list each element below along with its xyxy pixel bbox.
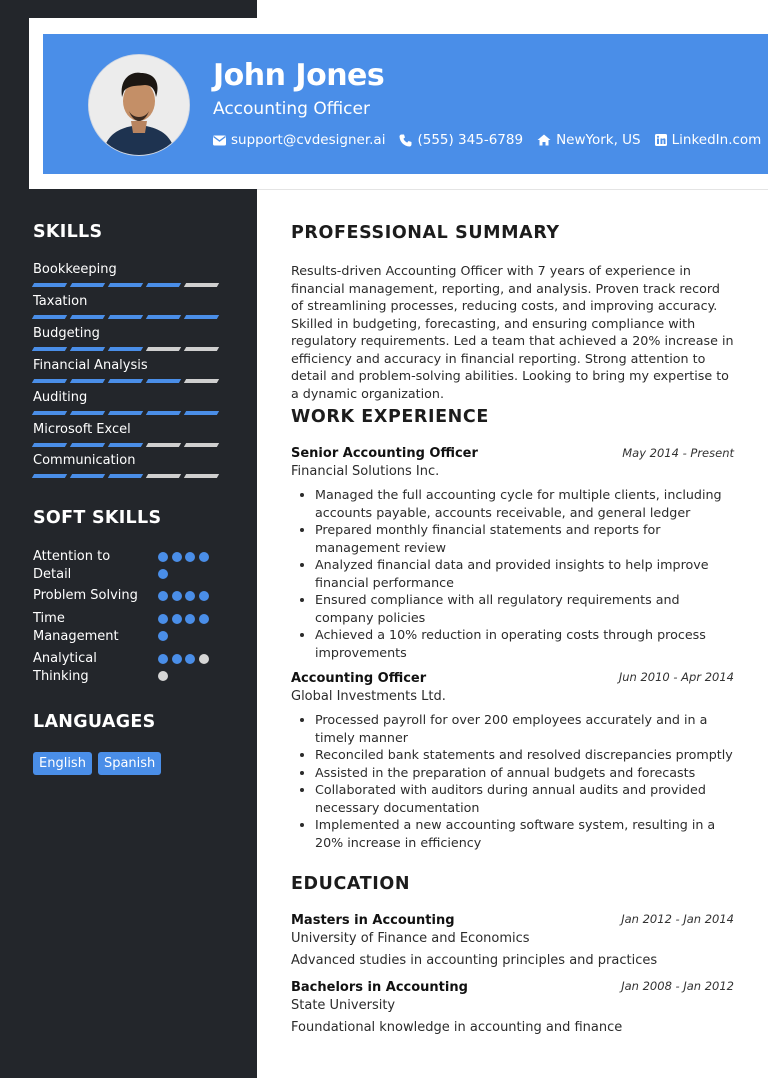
rating-dot-filled	[158, 654, 168, 664]
job-bullets	[291, 486, 736, 661]
rating-dot-filled	[185, 614, 195, 624]
skill-segment-filled	[184, 411, 219, 415]
candidate-name: John Jones	[213, 58, 385, 93]
soft-skill-name: Problem Solving	[33, 588, 138, 603]
job-title: Accounting Officer	[291, 671, 427, 686]
languages-heading: LANGUAGES	[33, 712, 156, 732]
linkedin-icon	[655, 134, 667, 146]
skill-segment-filled	[146, 283, 181, 287]
soft-skill-name: Analytical Thinking	[33, 651, 97, 684]
skill-segment-empty	[146, 443, 181, 447]
summary-text: Results-driven Accounting Officer with 7 years of experience in financial management, reporting, and analysis. Proven track record of streamlining processes, reducing costs, and improving accuracy. Skilled in budgeting, forecasting, and ensuring compliance with regulatory requirements. Led a team that achieved a 20% increase in efficiency and accuracy in financial reporting. Strong attention to detail and problem-solving abilities. Looking to bring my expertise to a dynamic organization.	[291, 263, 734, 401]
skill-segment-filled	[32, 283, 67, 287]
avatar	[88, 54, 190, 156]
contact-location-text: NewYork, US	[556, 132, 641, 148]
skill-segment-filled	[108, 379, 143, 383]
skill-segment-empty	[184, 379, 219, 383]
envelope-icon	[213, 135, 226, 146]
degree-title: Masters in Accounting	[291, 913, 455, 928]
skills-heading: SKILLS	[33, 222, 103, 242]
skill-segment-filled	[70, 474, 105, 478]
education-heading: EDUCATION	[291, 874, 411, 894]
skill-name: Budgeting	[33, 326, 100, 341]
skill-segment-filled	[70, 411, 105, 415]
skill-segment-filled	[32, 315, 67, 319]
contact-linkedin-text: LinkedIn.com	[671, 132, 762, 148]
degree-date: Jan 2008 - Jan 2012	[621, 979, 734, 993]
skill-level-bar	[33, 283, 223, 287]
job-bullet: • Prepared monthly financial statements and reports for management review	[315, 521, 736, 556]
degree-description: Foundational knowledge in accounting and finance	[291, 1020, 623, 1035]
rating-dot-filled	[158, 569, 168, 579]
contact-linkedin[interactable]	[655, 132, 762, 148]
job-bullet: • Managed the full accounting cycle for multiple clients, including accounts payable, accounts receivable, and general ledger	[315, 486, 736, 521]
skill-item	[33, 262, 223, 287]
skill-name: Auditing	[33, 390, 88, 405]
rating-dot-filled	[172, 552, 182, 562]
skill-segment-filled	[184, 315, 219, 319]
skill-segment-filled	[70, 443, 105, 447]
skill-segment-filled	[146, 315, 181, 319]
skill-segment-filled	[108, 411, 143, 415]
soft-skill-name: Attention to Detail	[33, 549, 111, 582]
home-icon	[537, 134, 551, 146]
job-bullet: • Collaborated with auditors during annual audits and provided necessary documentation	[315, 781, 736, 816]
rating-dot-filled	[172, 654, 182, 664]
language-tag: English	[33, 752, 92, 775]
rating-dot-filled	[199, 591, 209, 601]
skill-name: Communication	[33, 453, 136, 468]
rating-dot-filled	[185, 591, 195, 601]
skill-level-bar	[33, 315, 223, 319]
skill-segment-filled	[32, 347, 67, 351]
skill-segment-filled	[70, 315, 105, 319]
job-date: May 2014 - Present	[622, 446, 734, 460]
soft-skill-name: Time Management	[33, 611, 119, 644]
school-name: State University	[291, 998, 396, 1013]
job-bullet: • Assisted in the preparation of annual budgets and forecasts	[315, 764, 736, 782]
school-name: University of Finance and Economics	[291, 931, 530, 946]
skill-segment-empty	[184, 347, 219, 351]
job-title: Senior Accounting Officer	[291, 446, 478, 461]
contact-email[interactable]	[213, 132, 385, 148]
job-bullet: • Ensured compliance with all regulatory requirements and company policies	[315, 591, 736, 626]
soft-skills-heading: SOFT SKILLS	[33, 508, 162, 528]
rating-dot-filled	[172, 614, 182, 624]
languages-list	[33, 752, 167, 775]
degree-title: Bachelors in Accounting	[291, 980, 468, 995]
job-bullet: • Implemented a new accounting software system, resulting in a 20% increase in efficiency	[315, 816, 736, 851]
skill-segment-filled	[70, 379, 105, 383]
rating-dot-filled	[172, 591, 182, 601]
skill-level-bar	[33, 347, 223, 351]
skill-segment-filled	[146, 411, 181, 415]
rating-dot-filled	[158, 614, 168, 624]
skill-item	[33, 453, 223, 478]
contact-phone-text: (555) 345-6789	[417, 132, 524, 148]
soft-skill-rating	[158, 552, 212, 579]
skill-level-bar	[33, 411, 223, 415]
job-date: Jun 2010 - Apr 2014	[618, 670, 734, 684]
skill-name: Bookkeeping	[33, 262, 117, 277]
skill-segment-filled	[108, 474, 143, 478]
skill-segment-filled	[108, 283, 143, 287]
rating-dot-filled	[158, 631, 168, 641]
rating-dot-filled	[158, 591, 168, 601]
skill-segment-filled	[108, 315, 143, 319]
skill-segment-empty	[146, 347, 181, 351]
rating-dot-empty	[199, 654, 209, 664]
job-bullet: • Reconciled bank statements and resolved discrepancies promptly	[315, 746, 736, 764]
contact-phone[interactable]	[399, 132, 523, 148]
job-bullet: • Analyzed financial data and provided insights to help improve financial performance	[315, 556, 736, 591]
skill-segment-filled	[108, 443, 143, 447]
skill-level-bar	[33, 379, 223, 383]
contact-location	[537, 132, 641, 148]
experience-heading: WORK EXPERIENCE	[291, 407, 489, 427]
rating-dot-filled	[199, 552, 209, 562]
skill-segment-empty	[184, 474, 219, 478]
skill-item	[33, 294, 223, 319]
skill-segment-empty	[184, 283, 219, 287]
job-company: Financial Solutions Inc.	[291, 464, 440, 479]
degree-date: Jan 2012 - Jan 2014	[621, 912, 734, 926]
language-tag: Spanish	[98, 752, 161, 775]
degree-description: Advanced studies in accounting principles and practices	[291, 953, 658, 968]
soft-skill-rating	[158, 654, 212, 681]
job-bullet: • Processed payroll for over 200 employees accurately and in a timely manner	[315, 711, 736, 746]
job-company: Global Investments Ltd.	[291, 689, 446, 704]
contact-email-text: support@cvdesigner.ai	[231, 132, 386, 148]
contact-info	[213, 131, 768, 149]
rating-dot-filled	[185, 552, 195, 562]
skill-segment-filled	[108, 347, 143, 351]
skill-item	[33, 358, 223, 383]
rating-dot-filled	[158, 552, 168, 562]
rating-dot-filled	[185, 654, 195, 664]
summary-heading: PROFESSIONAL SUMMARY	[291, 223, 560, 243]
skill-name: Microsoft Excel	[33, 422, 131, 437]
job-bullets	[291, 711, 736, 851]
skill-name: Taxation	[33, 294, 88, 309]
job-bullet: • Achieved a 10% reduction in operating costs through process improvements	[315, 626, 736, 661]
phone-icon	[399, 134, 412, 147]
candidate-role: Accounting Officer	[213, 99, 370, 119]
skill-segment-filled	[70, 347, 105, 351]
skill-segment-filled	[70, 283, 105, 287]
rating-dot-filled	[199, 614, 209, 624]
rating-dot-empty	[158, 671, 168, 681]
skill-segment-filled	[32, 443, 67, 447]
skill-item	[33, 422, 223, 447]
skill-item	[33, 390, 223, 415]
skill-segment-empty	[184, 443, 219, 447]
skill-segment-filled	[32, 379, 67, 383]
skill-level-bar	[33, 443, 223, 447]
skill-segment-filled	[32, 474, 67, 478]
header-divider	[257, 189, 768, 190]
skill-segment-filled	[146, 379, 181, 383]
skill-segment-filled	[32, 411, 67, 415]
skill-segment-empty	[146, 474, 181, 478]
soft-skill-rating	[158, 614, 212, 641]
skill-name: Financial Analysis	[33, 358, 148, 373]
profile-photo	[89, 55, 189, 155]
skill-level-bar	[33, 474, 223, 478]
skill-item	[33, 326, 223, 351]
soft-skill-rating	[158, 591, 212, 601]
